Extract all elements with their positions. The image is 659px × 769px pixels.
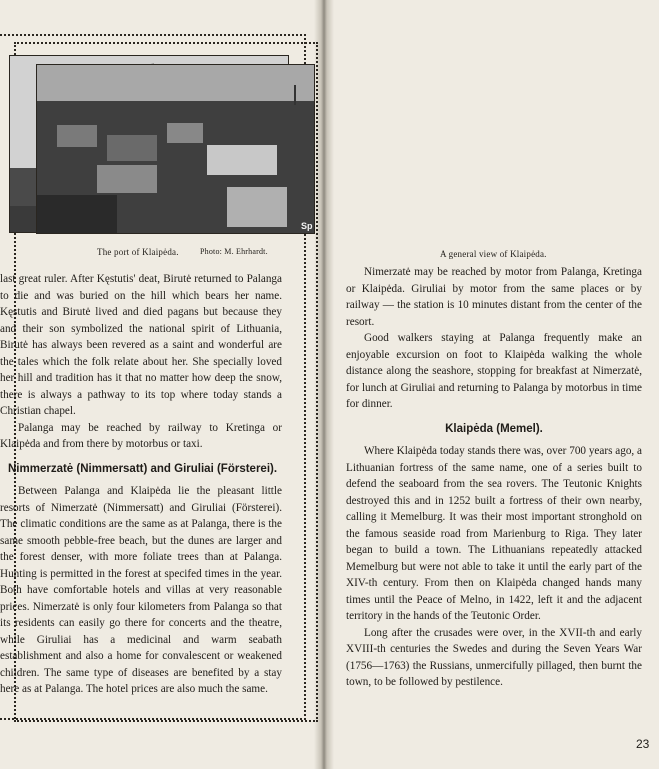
section-heading: Nimmerzatė (Nimmersatt) and Giruliai (Försterei). [8, 462, 278, 475]
photo-mark: Sp [301, 221, 313, 231]
city-view-photo [36, 64, 315, 234]
paragraph: Good walkers staying at Palanga frequently make an enjoyable excursion on foot to Klaipėda walking the whole distance along the seashore, stopping for breakfast at Nimerzatė, for lunch at Giruliai and returning to Palanga by motorbus in time for dinner. [346, 332, 642, 410]
paragraph: Long after the crusades were over, in the XVII-th and early XVIII-th centuries the Swedes and during the Seven Years War (1756—1763) the Russians, unmercifully pillaged, then burnt the town, to be followed by pestilence. [346, 626, 642, 688]
page-number: 23 [636, 737, 650, 751]
port-photo-credit: Photo: M. Ehrhardt. [200, 247, 268, 256]
paragraph: Palanga may be reached by railway to Kretinga or Klaipėda and from there by motorbus or taxi. [0, 421, 282, 450]
port-photo-caption: The port of Klaipėda. [97, 247, 179, 257]
paragraph: Where Klaipėda today stands there was, over 700 years ago, a Lithuanian fortress of the same name, one of a series built to defend the seaboard from the sea rovers. The Teutonic Knights destroyed this and in 1252 built a fortress of their own nearby, calling it Memelburg. It was their most important stronghold on the famous seaside road from Marienburg to Riga. They later began to build a town. The Lithuanians repeatedly attacked Memelburg but were not able to take it until the early part of the XIV-th century. From then on Klaipėda changed hands many times until the Peace of Melno, in 1422, left it and the adjacent territory in the hands of the Teutonic Order. [346, 445, 642, 622]
city-view-photo-drawing [37, 65, 314, 233]
left-text-column [0, 271, 282, 698]
paragraph: Nimerzatė may be reached by motor from Palanga, Kretinga or Klaipėda. Giruliai by motor from the same places or by railway — the station is 10 minutes distant from the center of the resort. [346, 266, 642, 328]
city-view-photo-caption: A general view of Klaipėda. [440, 249, 547, 259]
paragraph: last great ruler. After Kęstutis' deat, Birutė returned to Palanga to die and was buried on the hill which bears her name. Kęstutis and Birutė lived and died pagans but because they and their son symbolized the national spirit of Lithuania, Birutė has always been revered as a saint and wonderful are the tales which the folk relate about her. She specially loved her hill and tradition has it that no matter how deep the snow, there is always a pathway to its top where today stands a Christian chapel. [0, 273, 282, 417]
paragraph: Between Palanga and Klaipėda lie the pleasant little resorts of Nimerzatė (Nimmersatt) and Giruliai (Försterei). The climatic conditions are the same as at Palanga, there is the same smooth pebble-free beach, but the dunes are larger and the forest denser, with more foliate trees than at Palanga. Hunting is permitted in the forest at specifed times in the year. Both have comfortable hotels and villas at very reasonable prices. Nimerzatė is only four kilometers from Palanga so that its residents can easily go there for concerts and the theatre, while Giruliai has a medicinal and warm seabath establishment and also a home for convalescent or weakened children. The same type of diseases are benefited by a stay here as at Palanga. The hotel prices are also much the same. [0, 485, 282, 695]
right-text-column [346, 264, 642, 691]
section-heading: Klaipėda (Memel). [445, 422, 543, 435]
